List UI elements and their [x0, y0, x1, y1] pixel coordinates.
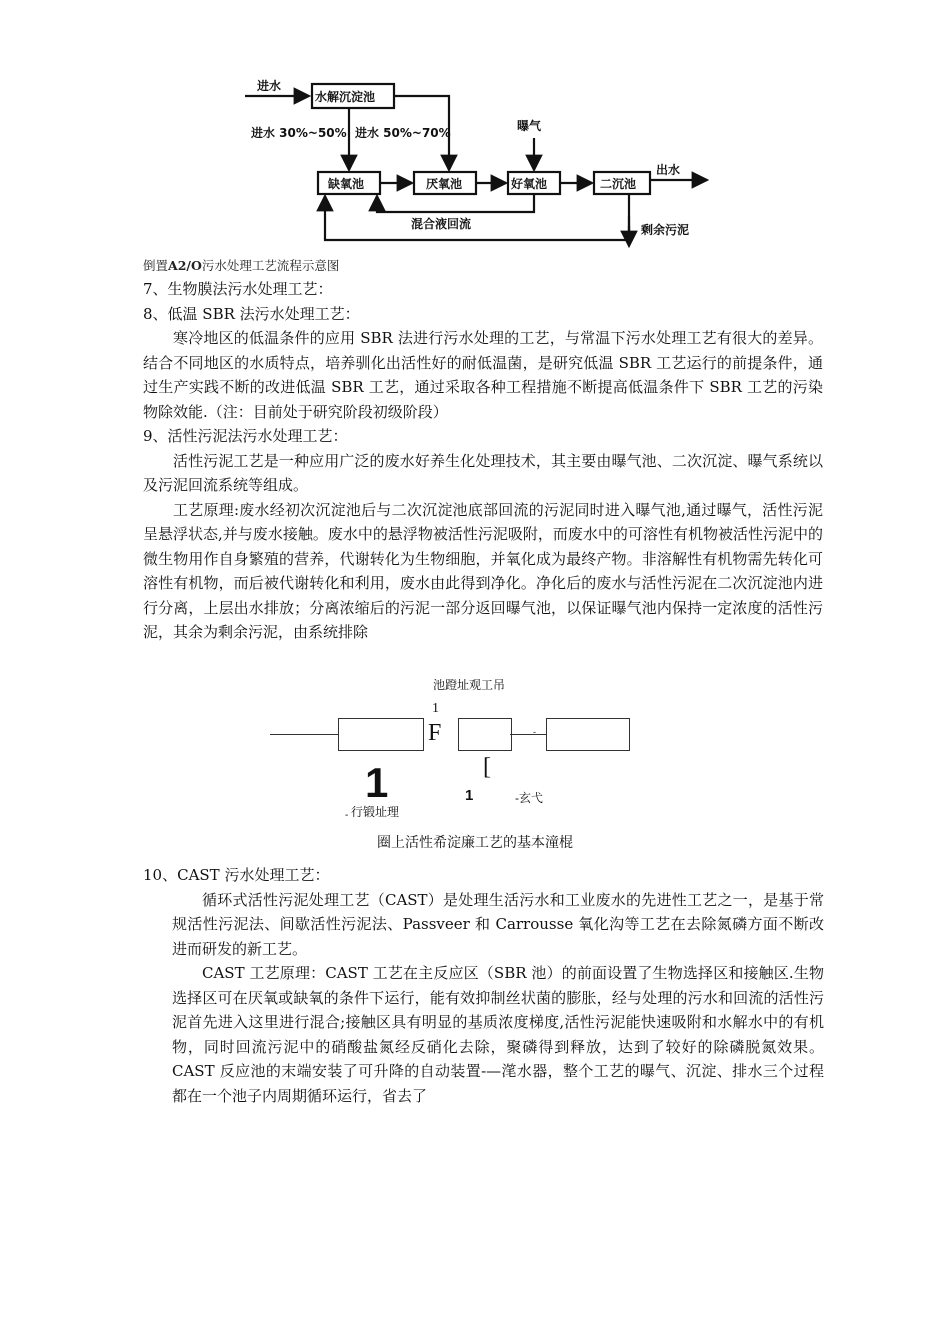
paragraph-cast-intro: 循环式活性污泥处理工艺（CAST）是处理生活污水和工业废水的先进性工艺之一，是基于常规活性污泥法、间歇活性污泥法、Passveer 和 Carrousse 氧化沟等工艺在去除氮磷方面不断改进而研发的新工艺。	[172, 890, 824, 958]
diagram2-dot-mark: -	[533, 727, 536, 737]
heading-item-9: 9、活性污泥法污水处理工艺：	[143, 427, 348, 445]
aeration-label: 曝气	[517, 119, 542, 133]
heading-item-10: 10、CAST 污水处理工艺：	[143, 866, 330, 884]
outlet-label: 出水	[656, 163, 681, 177]
paragraph-activated-sludge-intro: 活性污泥工艺是一种应用广泛的废水好养生化处理技术，其主要由曝气池、二次沉淀、曝气系统以及污泥回流系统等组成。	[143, 451, 823, 494]
figure-caption-activated-sludge: 圈上活性希淀廉工艺的基本潼棍	[377, 834, 573, 850]
caption-prefix: 倒置	[143, 258, 169, 273]
diagram2-one-large: 1	[365, 759, 389, 806]
settling-tank-label: 水解沉淀池	[315, 90, 376, 104]
split-left-label: 进水 30%~50%	[251, 126, 347, 140]
section-7-9	[143, 277, 823, 645]
a2o-flow-svg	[243, 76, 713, 252]
diagram2-dash-mark: -	[345, 810, 349, 821]
caption-bold: A2/O	[168, 258, 202, 273]
excess-sludge-label: 剩余污泥	[641, 223, 690, 237]
secondary-tank-box	[546, 718, 630, 751]
a2o-flow-diagram	[243, 76, 713, 252]
recycle-label: 混合液回流	[411, 217, 472, 231]
diagram2-top-label: 池蹬址观工吊	[433, 678, 506, 692]
inlet-label: 进水	[257, 79, 282, 93]
aeration-tank-box	[458, 718, 512, 751]
caption-suffix: 污水处理工艺流程示意图	[201, 258, 340, 273]
split-right-label: 进水 50%~70%	[355, 126, 451, 140]
inflow-line	[270, 734, 338, 735]
anoxic-label: 缺氧池	[328, 177, 365, 191]
aerobic-label: 好氧池	[511, 177, 548, 191]
paragraph-activated-sludge-principle: 工艺原理:废水经初次沉淀池后与二次沉淀池底部回流的污泥同时进入曝气池,通过曝气，活性污泥呈悬浮状态,并与废水接触。废水中的悬浮物被活性污泥吸附，而废水中的可溶性有机物被活性污泥中的微生物用作自身繁殖的营养，代谢转化为生物细胞，并氧化成为最终产物。非溶解性有机物需先转化可溶性有机物，而后被代谢转化和利用，废水由此得到净化。净化后的废水与活性污泥在二次沉淀池内进行分离，上层出水排放；分离浓缩后的污泥一部分返回曝气池，以保证曝气池内保持一定浓度的活性污泥，其余为剩余污泥，由系统排除	[143, 500, 823, 641]
connector-line	[510, 734, 546, 735]
diagram2-f-mark: F	[428, 720, 442, 746]
anaerobic-label: 厌氧池	[426, 177, 463, 191]
paragraph-low-temp-sbr: 寒冷地区的低温条件的应用 SBR 法进行污水处理的工艺，与常温下污水处理工艺有很大的差异。结合不同地区的水质特点，培养驯化出活性好的耐低温菌，是研究低温 SBR 工艺运行的前提条件，通过生产实践不断的改进低温 SBR 工艺，通过采取各种工程措施不断提高低温条件下 SBR 工艺的污染物除效能.（注：目前处于研究阶段初级阶段）	[143, 329, 823, 421]
diagram2-left-label: 行锻址理	[351, 805, 400, 819]
diagram2-one-mid: 1	[465, 787, 474, 804]
activated-sludge-diagram	[265, 672, 665, 832]
heading-item-7: 7、生物膜法污水处理工艺：	[143, 280, 333, 298]
diagram2-right-label: -玄弋	[515, 791, 543, 805]
diagram2-bracket: [	[483, 754, 491, 780]
section-10	[143, 863, 823, 1108]
paragraph-cast-principle: CAST 工艺原理：CAST 工艺在主反应区（SBR 池）的前面设置了生物选择区和接触区.生物选择区可在厌氧或缺氧的条件下运行，能有效抑制丝状菌的膨胀，经与处理的污水和回流的活性污泥首先进入这里进行混合;接触区具有明显的基质浓度梯度,活性污泥能快速吸附和水解水中的有机物，同时回流污泥中的硝酸盐氮经反硝化去除，聚磷得到释放，达到了较好的除磷脱氮效果。CAST 反应池的末端安装了可升降的自动装置-—滗水器，整个工艺的曝气、沉淀、排水三个过程都在一个池子内周期循环运行，省去了	[172, 964, 824, 1105]
secondary-clarifier-label: 二沉池	[600, 177, 637, 191]
figure-caption-a2o	[143, 256, 339, 274]
diagram2-one-small: 1	[432, 701, 439, 716]
primary-tank-box	[338, 718, 424, 751]
heading-item-8: 8、低温 SBR 法污水处理工艺：	[143, 304, 360, 323]
